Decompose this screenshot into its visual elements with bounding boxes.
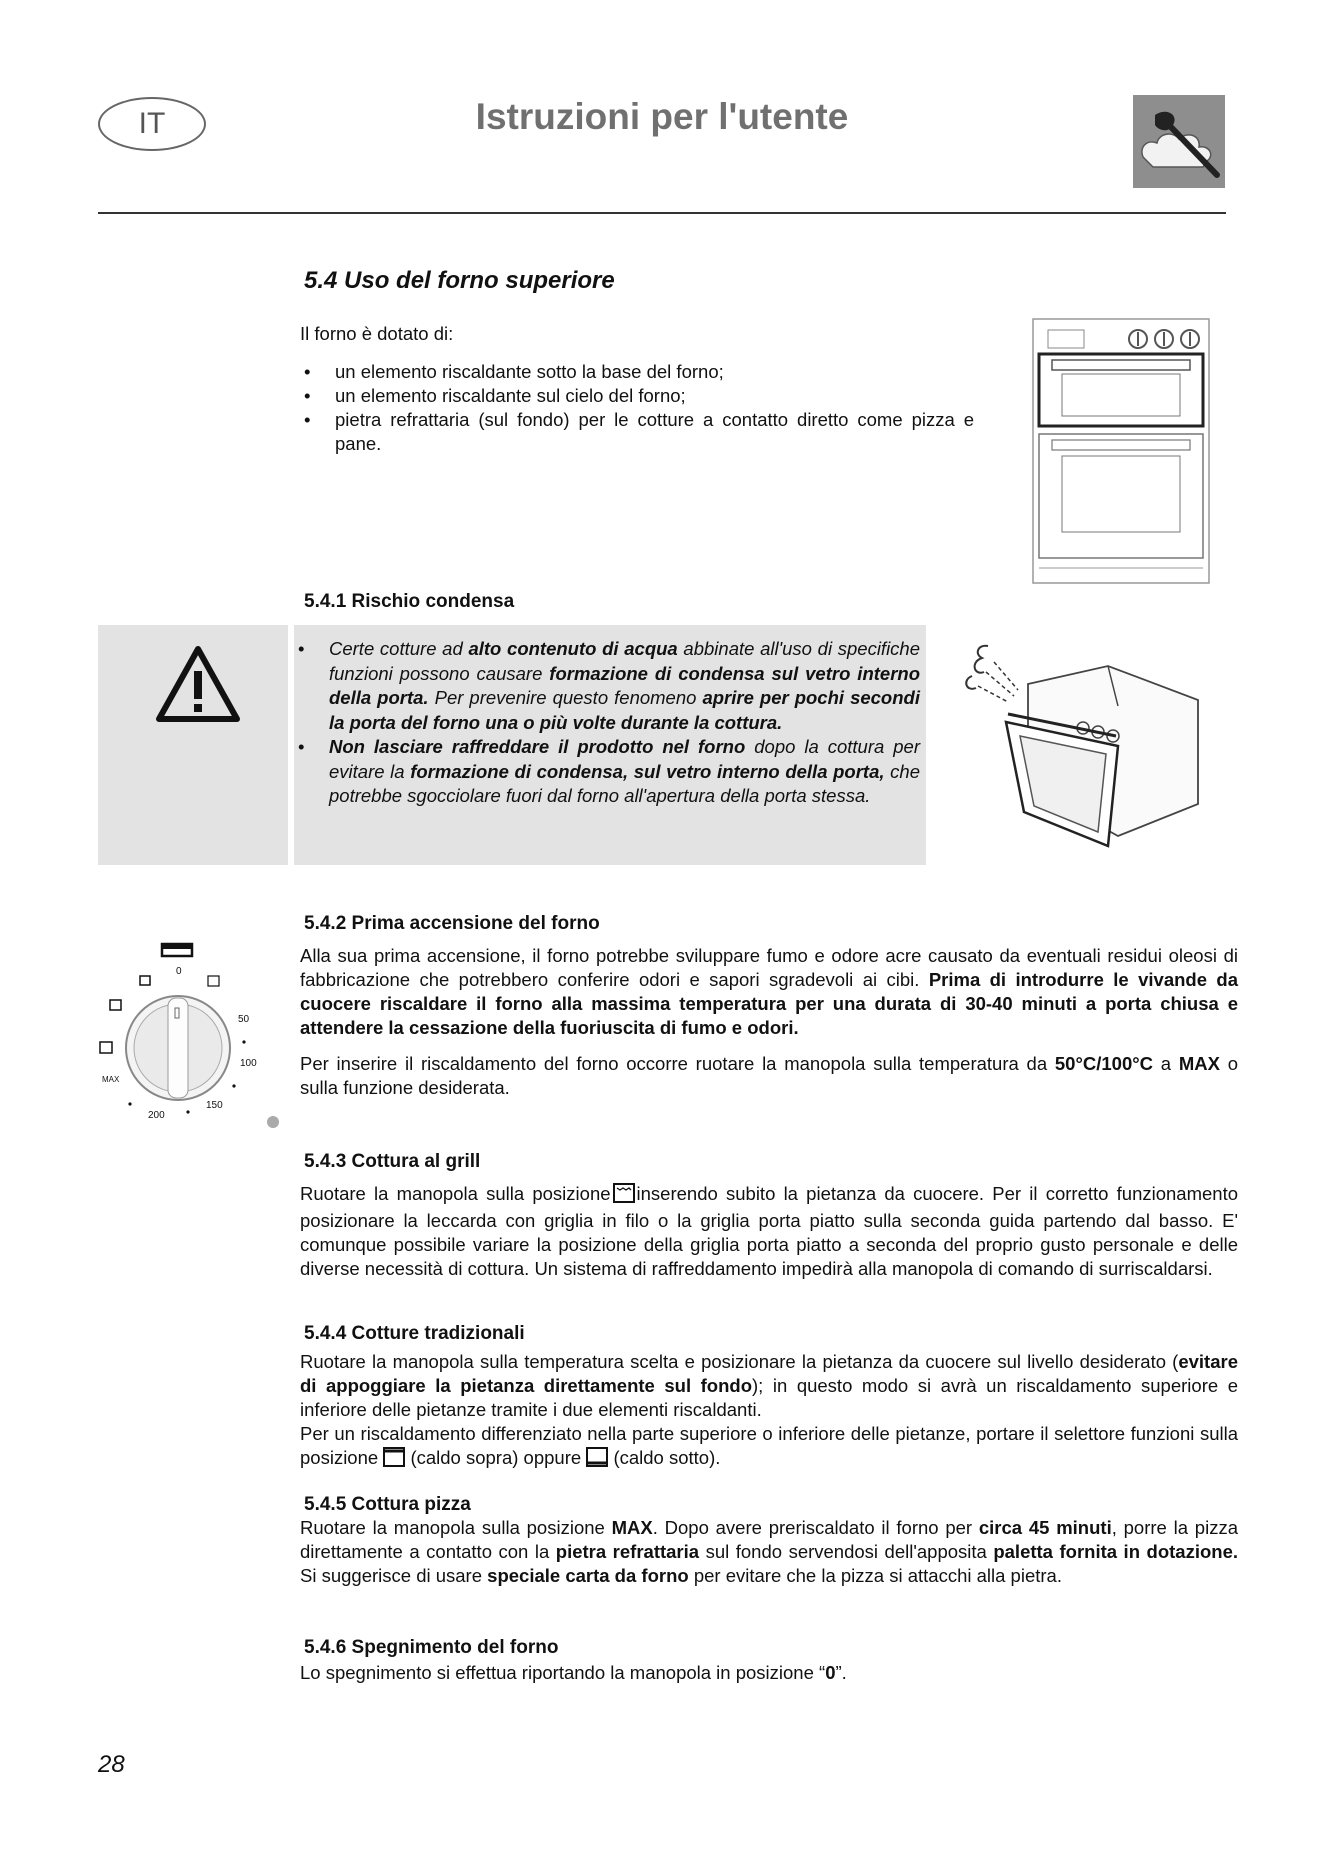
oven-features-list [300, 360, 974, 456]
section-title-5-4: 5.4 Uso del forno superiore [304, 267, 615, 294]
warning-panel [98, 625, 288, 865]
section-title-5-4-3: 5.4.3 Cottura al grill [304, 1151, 481, 1172]
temperature-knob-illustration [92, 938, 284, 1130]
condensation-warning-text [294, 625, 926, 865]
traditional-cooking-paragraph: Ruotare la manopola sulla temperatura scelta e posizionare la pietanza da cuocere sul livello desiderato (evitare di appoggiare la pietanza direttamente sul fondo); in questo modo si avrà un riscaldamento superiore e inferiore delle pietanze tramite i due elementi riscaldanti. [300, 1351, 1238, 1420]
section-title-5-4-2: 5.4.2 Prima accensione del forno [304, 913, 600, 934]
pizza-paragraph: Ruotare la manopola sulla posizione MAX. Dopo avere preriscaldato il forno per circa 45 minuti, porre la pizza direttamente a contatto con la pietra refrattaria sul fondo servendosi dell'apposita paletta fornita in dotazione. Si suggerisce di usare speciale carta da forno per evitare che la pizza si attacchi alla pietra. [300, 1517, 1238, 1586]
list-item: • Non lasciare raffreddare il prodotto nel forno dopo la cottura per evitare la formazione di condensa, sul vetro interno della porta, che potrebbe sgocciolare fuori dal forno all'apertura della porta stessa. [294, 735, 920, 809]
chef-spoon-logo [1133, 95, 1225, 188]
section-title-5-4-4: 5.4.4 Cotture tradizionali [304, 1323, 525, 1344]
page-header-title: Istruzioni per l'utente [475, 96, 849, 137]
switch-off-paragraph: Lo spegnimento si effettua riportando la manopola in posizione “0”. [300, 1662, 847, 1683]
heating-paragraph: Per inserire il riscaldamento del forno occorre ruotare la manopola sulla temperatura da 50°C/100°C a MAX o sulla funzione desiderata. [300, 1053, 1238, 1098]
list-item: • Certe cotture ad alto contenuto di acqua abbinate all'uso di specifiche funzioni possono causare formazione di condensa sul vetro interno della porta. Per prevenire questo fenomeno aprire per pochi secondi la porta del forno una o più volte durante la cottura. [294, 637, 920, 735]
bottom-heat-icon [586, 1447, 608, 1473]
differential-heating-paragraph: Per un riscaldamento differenziato nella parte superiore o inferiore delle pietanze, portare il selettore funzioni sulla posizione (caldo sopra) oppure (caldo sotto). [300, 1422, 1238, 1473]
grill-paragraph: Ruotare la manopola sulla posizione inserendo subito la pietanza da cuocere. Per il corretto funzionamento posizionare la leccarda con griglia in filo o la griglia porta piatto sulla seconda guida partendo dal basso. E' comunque possibile variare la posizione della griglia porta piatto a seconda del proprio gusto personale e delle diverse necessità di cottura. Un sistema di raffreddamento impedirà alla manopola di comando di surriscaldarsi. [300, 1183, 1239, 1279]
knob-label-150: 150 [206, 1100, 223, 1111]
steaming-oven-illustration [958, 636, 1204, 860]
knob-label-200: 200 [148, 1110, 165, 1121]
list-item: • pietra refrattaria (sul fondo) per le cotture a contatto diretto come pizza e pane. [300, 408, 974, 456]
knob-label-max: MAX [102, 1075, 120, 1084]
intro-text: Il forno è dotato di: [300, 323, 454, 344]
knob-label-50: 50 [238, 1014, 250, 1025]
section-title-5-4-1: 5.4.1 Rischio condensa [304, 591, 515, 612]
list-item: • un elemento riscaldante sul cielo del forno; [300, 384, 974, 408]
header-divider [98, 212, 1226, 214]
section-title-5-4-5: 5.4.5 Cottura pizza [304, 1494, 471, 1515]
oven-front-illustration [1032, 318, 1210, 584]
list-item: • un elemento riscaldante sotto la base del forno; [300, 360, 974, 384]
top-heat-icon [383, 1447, 405, 1473]
section-title-5-4-6: 5.4.6 Spegnimento del forno [304, 1637, 559, 1658]
warning-triangle-icon [153, 643, 243, 727]
first-use-paragraph: Alla sua prima accensione, il forno potrebbe sviluppare fumo e odore acre causato da eventuali residui oleosi di fabbricazione che potrebbero conferire odori e sapori sgradevoli ai cibi. Prima di introdurre le vivande da cuocere riscaldare il forno alla massima temperatura per una durata di 30-40 minuti a porta chiusa e attendere la cessazione della fuoriuscita di fumo e odori. [300, 945, 1238, 1038]
knob-label-0: 0 [176, 966, 182, 977]
knob-label-100: 100 [240, 1058, 257, 1069]
language-code: IT [138, 107, 166, 140]
page-number: 28 [98, 1751, 125, 1778]
grill-function-icon [613, 1183, 635, 1209]
